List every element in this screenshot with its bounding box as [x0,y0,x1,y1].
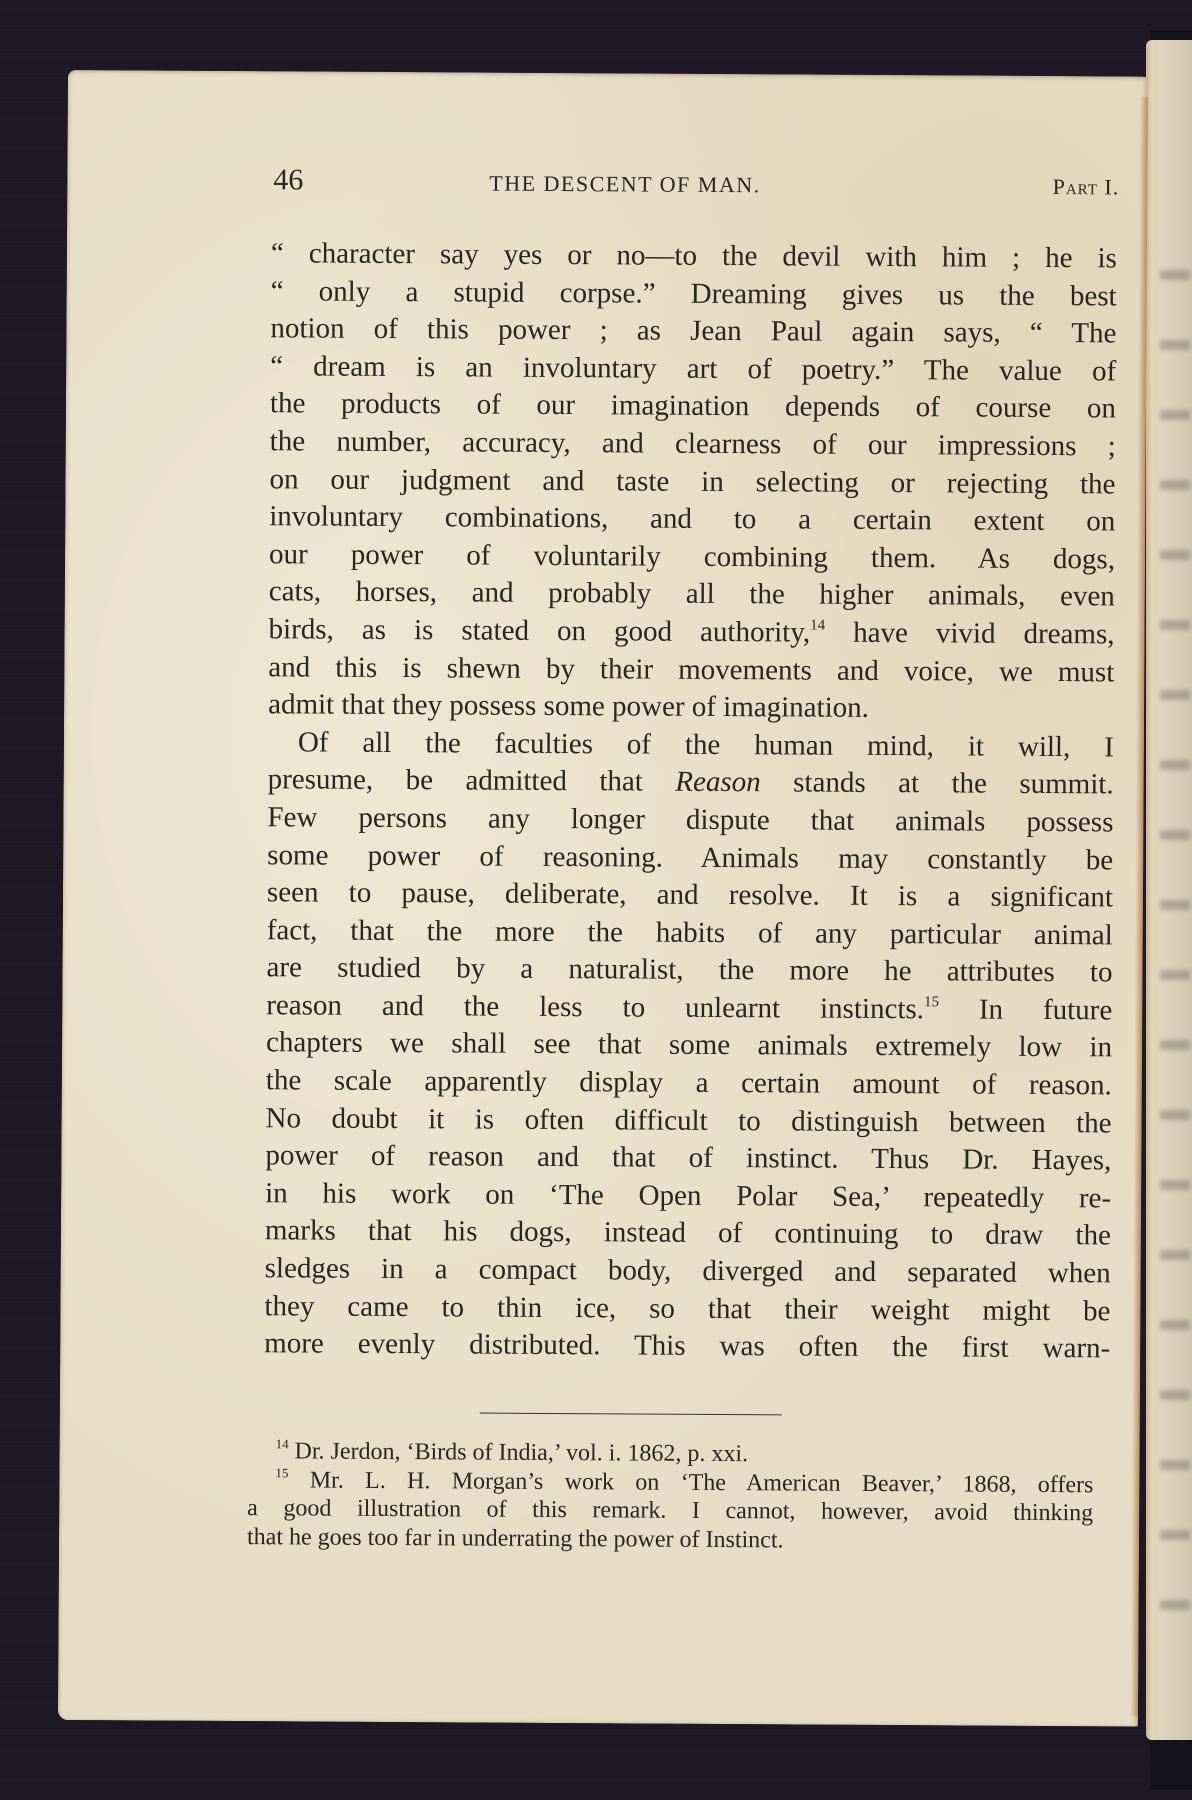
page-number: 46 [273,163,304,197]
text-line: some power of reasoning. Animals may constantly be [267,838,1114,876]
text-line: Few persons any longer dispute that animals possess [267,801,1114,839]
text-line: “ character say yes or no—to the devil with him ; he is [270,237,1117,275]
footnote-ref-15[interactable]: 15 [923,994,940,1011]
text-segment: In future [938,993,1113,1027]
text-line: the products of our imagination depends of course on [269,387,1117,425]
text-line: they came to thin ice, so that their weight might be [264,1289,1111,1328]
text-line: the number, accuracy, and clearness of our impressions ; [269,425,1116,463]
footnote-text: Mr. L. H. Morgan’s work on ‘The American Beaver,’ 1868, offers [309,1467,1094,1498]
text-line [266,987,1112,1030]
text-line: and this is shewn by their movements and voice, we must [268,650,1115,688]
text-line: chapters we shall see that some animals extremely low in [265,1026,1113,1064]
text-line: Of all the faculties of the human mind, it will, I [297,726,1114,764]
footnote-ref-14[interactable]: 14 [810,617,826,634]
text-line: power of reason and that of instinct. Thus Dr. Hayes, [265,1139,1112,1177]
text-line: in his work on ‘The Open Polar Sea,’ repeatedly re- [265,1177,1112,1215]
text-line: on our judgment and taste in selecting or rejecting the [269,462,1116,500]
text-line: our power of voluntarily combining them. As dogs, [268,537,1116,576]
text-line: involuntary combinations, and to a certain extent on [269,500,1116,538]
facing-page-edge [1146,40,1192,1740]
running-head [273,163,1119,208]
part-label: Part I. [1052,174,1120,200]
text-line: notion of this power ; as Jean Paul again says, “ The [270,312,1117,350]
text-segment: presume, be admitted that [267,763,643,798]
footnote-number: 14 [275,1436,289,1452]
footnote-rule [480,1413,782,1416]
text-line: marks that his dogs, instead of continuing to draw the [264,1214,1111,1252]
footnote-14 [247,1437,1093,1471]
text-line: sledges in a compact body, diverged and separated when [264,1252,1111,1290]
text-line [268,762,1114,805]
footnote-text: Dr. Jerdon, ‘Birds of India,’ vol. i. 1862, p. xxi. [294,1438,749,1468]
text-line: “ only a stupid corpse.” Dreaming gives us the best [270,274,1117,313]
text-line: cats, horses, and probably all the higher animals, even [268,575,1115,613]
text-segment: have vivid dreams, [825,616,1115,651]
footnote-15-cont: a good illustration of this remark. I cannot, however, avoid thinking [247,1495,1094,1527]
text-line: are studied by a naturalist, the more he attributes to [266,951,1113,989]
text-segment: birds, as is stated on good authority, [268,613,811,649]
text-line: the scale apparently display a certain amount of reason. [265,1064,1112,1102]
text-line: No doubt it is often difficult to distinguish between the [265,1101,1112,1140]
text-segment: stands at the summit. [760,766,1114,801]
text-line: fact, that the more the habits of any particular animal [266,913,1113,952]
text-line: seen to pause, deliberate, and resolve. It is a significant [266,876,1114,914]
book-title: THE DESCENT OF MAN. [489,170,761,198]
text-line: more evenly distributed. This was often the first warn- [264,1327,1111,1365]
book-page [58,70,1148,1727]
footnote-number: 15 [275,1464,289,1480]
footnote-15-cont: that he goes too far in underrating the power of Instinct. [246,1523,784,1553]
text-line: admit that they possess some power of imagination. [268,688,870,725]
text-segment: reason and the less to unlearnt instincts. [266,989,925,1026]
emphasis-reason: Reason [675,766,761,799]
text-line [268,611,1114,654]
footnotes [247,1437,1094,1556]
body-text [264,235,1117,1368]
text-line: “ dream is an involuntary art of poetry.” The value of [270,350,1117,388]
